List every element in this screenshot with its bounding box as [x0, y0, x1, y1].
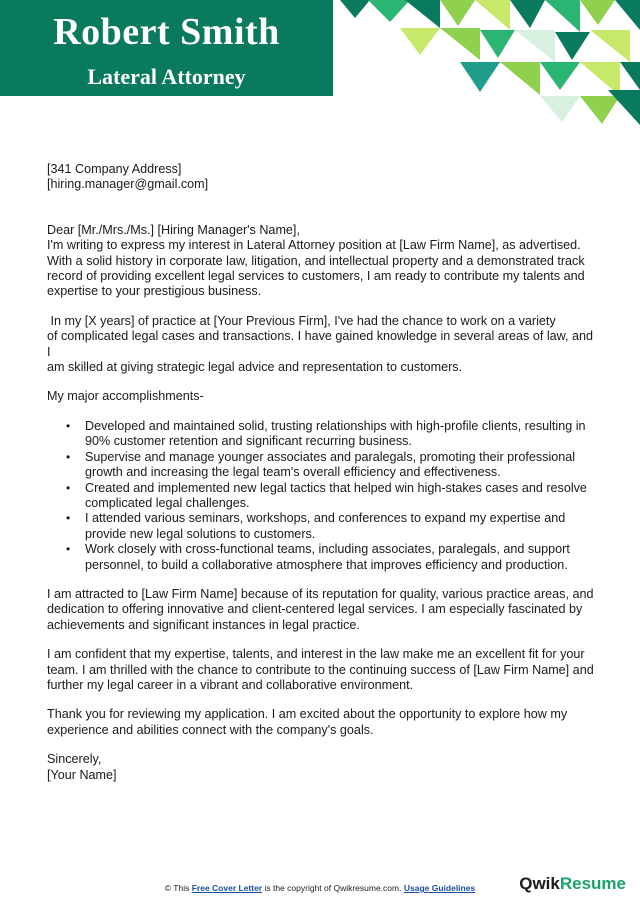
decor-triangle	[608, 90, 640, 125]
paragraph-line: In my [X years] of practice at [Your Previous Firm], I've had the chance to work on a variety	[47, 313, 556, 328]
paragraph-line: achievements and significant instances in legal practice.	[47, 617, 360, 632]
paragraph-line: record of providing excellent legal services to customers, I am ready to contribute my talents and	[47, 269, 585, 284]
decor-triangle	[340, 0, 370, 18]
list-item	[47, 419, 597, 450]
address-line: [341 Company Address]	[47, 162, 182, 176]
decor-triangle	[540, 62, 580, 90]
decor-triangle	[500, 62, 540, 95]
decor-triangle	[555, 32, 590, 60]
list-item	[47, 511, 597, 542]
closing: Sincerely,	[47, 752, 102, 767]
bullet-icon: •	[66, 542, 71, 557]
bullet-line: Supervise and manage younger associates and paralegals, promoting their professional	[85, 449, 576, 464]
paragraph-line: of complicated legal cases and transactions. I have gained knowledge in several areas of law, and I	[47, 329, 594, 359]
decorative-triangles	[340, 0, 640, 125]
decor-triangle	[510, 0, 545, 28]
bullet-icon: •	[66, 480, 71, 495]
bullet-line: Work closely with cross-functional teams, including associates, paralegals, and support	[85, 542, 570, 557]
free-cover-letter-link[interactable]: Free Cover Letter	[191, 883, 263, 893]
confident-paragraph	[47, 647, 597, 693]
signature: [Your Name]	[47, 767, 117, 782]
footer-prefix: This	[173, 883, 190, 893]
decor-triangle	[545, 0, 580, 32]
decor-triangle	[515, 30, 555, 62]
copyright-icon: ©	[164, 883, 172, 893]
logo-part-qwik: Qwik	[519, 874, 560, 893]
bullet-icon: •	[66, 511, 71, 526]
logo-part-resume: Resume	[559, 874, 626, 893]
decor-triangle	[590, 30, 630, 62]
bullet-line: personnel, to build a collaborative atmosphere that improves efficiency and production.	[85, 557, 568, 572]
decor-triangle	[540, 96, 580, 122]
paragraph-line: I am confident that my expertise, talents, and interest in the law make me an excellent fit for your	[47, 647, 585, 662]
accomplishments-heading: My major accomplishments-	[47, 389, 204, 404]
decor-triangle	[440, 0, 475, 26]
practice-paragraph	[47, 314, 597, 376]
attracted-paragraph	[47, 587, 597, 633]
paragraph-line: Thank you for reviewing my application. I am excited about the opportunity to explore how my	[47, 707, 568, 722]
bullet-icon: •	[66, 449, 71, 464]
decor-triangle	[480, 30, 515, 58]
cover-letter-body	[47, 162, 597, 783]
candidate-title: Lateral Attorney	[87, 64, 246, 89]
paragraph-line: dedication to offering innovative and client-centered legal services. I am especially fascinated by	[47, 602, 583, 617]
bullet-line: complicated legal challenges.	[85, 495, 250, 510]
bullet-line: Developed and maintained solid, trusting relationships with high-profile clients, resulting in	[85, 418, 586, 433]
bullet-line: Created and implemented new legal tactics that helped win high-stakes cases and resolve	[85, 480, 587, 495]
paragraph-line: further my legal career in a vibrant and collaborative environment.	[47, 677, 414, 692]
qwikresume-logo[interactable]	[519, 874, 626, 894]
decor-triangle	[620, 62, 640, 90]
paragraph-line: experience and abilities connect with the company's goals.	[47, 722, 374, 737]
decor-triangle	[580, 96, 620, 124]
decor-triangle	[460, 62, 500, 92]
decor-triangle	[405, 0, 440, 28]
candidate-name: Robert Smith	[53, 11, 280, 53]
usage-guidelines-link[interactable]: Usage Guidelines	[403, 883, 476, 893]
paragraph-line: I'm writing to express my interest in Lateral Attorney position at [Law Firm Name], as advertised.	[47, 238, 581, 253]
paragraph-line: am skilled at giving strategic legal advice and representation to customers.	[47, 360, 463, 375]
bullet-line: 90% customer retention and significant recurring business.	[85, 434, 412, 449]
paragraph-line: With a solid history in corporate law, litigation, and intellectual property and a demonstrated track	[47, 253, 585, 268]
thanks-paragraph	[47, 707, 597, 738]
list-item	[47, 481, 597, 512]
list-item	[47, 542, 597, 573]
paragraph-line: I am attracted to [Law Firm Name] because of its reputation for quality, various practice areas, and	[47, 586, 594, 601]
decor-triangle	[368, 0, 410, 22]
decor-triangle	[475, 0, 510, 30]
decor-triangle	[615, 0, 640, 30]
decor-triangle	[400, 28, 440, 55]
email-line: [hiring.manager@gmail.com]	[47, 177, 209, 192]
bullet-line: provide new legal solutions to customers.	[85, 526, 316, 541]
salutation: Dear [Mr./Mrs./Ms.] [Hiring Manager's Name],	[47, 222, 300, 237]
footer-middle: is the copyright of Qwikresume.com.	[264, 883, 402, 893]
bullet-line: growth and increasing the legal team's overall efficiency and effectiveness.	[85, 465, 501, 480]
intro-paragraph	[47, 238, 597, 300]
decor-triangle	[580, 0, 615, 25]
decor-triangle	[440, 28, 480, 60]
list-item	[47, 450, 597, 481]
paragraph-line: team. I am thrilled with the chance to contribute to the continuing success of [Law Firm Name] and	[47, 662, 594, 677]
accomplishments-list	[47, 419, 597, 573]
paragraph-line: expertise to your prestigious business.	[47, 284, 262, 299]
bullet-icon: •	[66, 418, 71, 433]
bullet-line: I attended various seminars, workshops, and conferences to expand my expertise and	[85, 511, 566, 526]
